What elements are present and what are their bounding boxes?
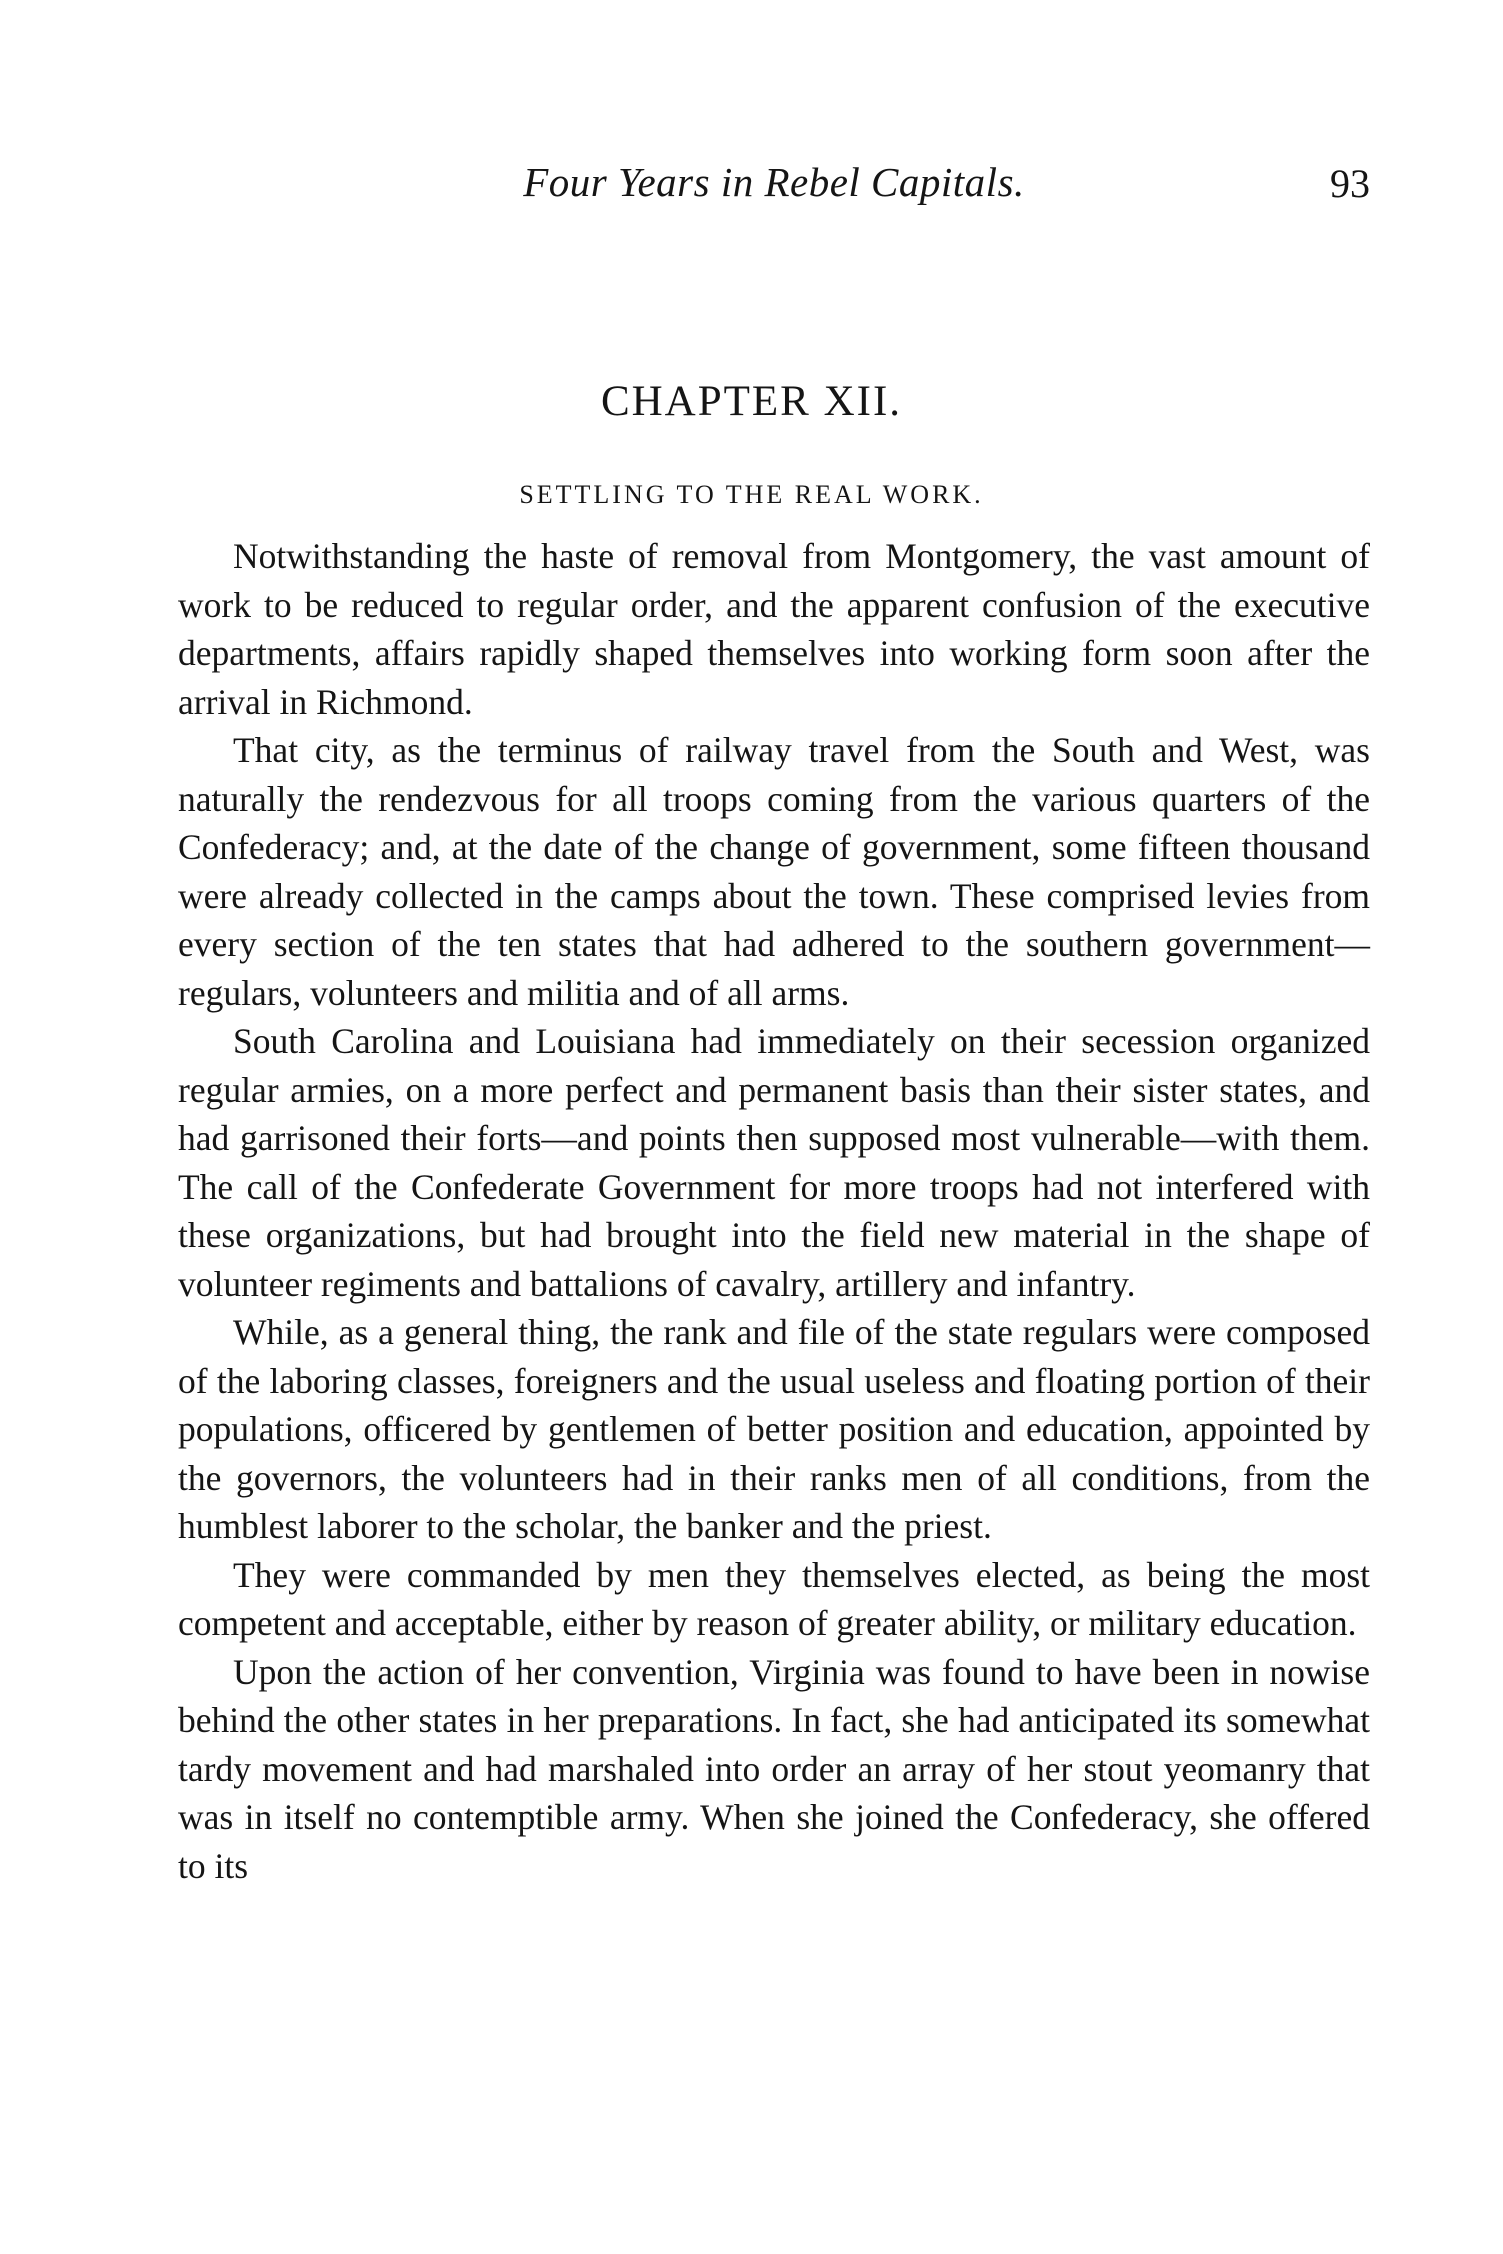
body-text bbox=[178, 532, 1370, 1890]
page-number: 93 bbox=[1330, 161, 1370, 206]
paragraph-6: Upon the action of her convention, Virginia was found to have been in nowise behind the other states in her preparations. In fact, she had anticipated its somewhat tardy movement and had marshaled into order an array of her stout yeomanry that was in itself no contemptible army. When she joined the Confederacy, she offered to its bbox=[178, 1651, 1370, 1886]
paragraph-5: They were commanded by men they themselves elected, as being the most competent and acceptable, either by reason of greater ability, or military education. bbox=[178, 1554, 1370, 1643]
paragraph-3: South Carolina and Louisiana had immediately on their secession organized regular armies, on a more perfect and permanent basis than their sister states, and had garrisoned their forts—and points then supposed most vulnerable—with them. The call of the Confederate Government for more troops had not interfered with these organizations, but had brought into the field new material in the shape of volunteer regiments and battalions of cavalry, artillery and infantry. bbox=[178, 1021, 1370, 1304]
paragraph-2: That city, as the terminus of railway travel from the South and West, was naturally the rendezvous for all troops coming from the various quarters of the Confederacy; and, at the date of the change of government, some fifteen thousand were already collected in the camps about the town. These comprised levies from every section of the ten states that had adhered to the southern government—regulars, volunteers and militia and of all arms. bbox=[178, 730, 1370, 1013]
chapter-subtitle: SETTLING TO THE REAL WORK. bbox=[519, 480, 984, 509]
chapter-title: CHAPTER XII. bbox=[600, 378, 903, 425]
paragraph-4: While, as a general thing, the rank and file of the state regulars were composed of the laboring classes, foreigners and the usual useless and floating portion of their populations, officered by gentlemen of better position and education, appointed by the governors, the volunteers had in their ranks men of all conditions, from the humblest laborer to the scholar, the banker and the priest. bbox=[178, 1312, 1370, 1546]
running-title: Four Years in Rebel Capitals. bbox=[523, 159, 1025, 205]
running-head bbox=[178, 158, 1370, 218]
paragraph-1: Notwithstanding the haste of removal from Montgomery, the vast amount of work to be reduced to regular order, and the apparent confusion of the executive departments, affairs rapidly shaped themselves into working form soon after the arrival in Richmond. bbox=[178, 536, 1370, 722]
